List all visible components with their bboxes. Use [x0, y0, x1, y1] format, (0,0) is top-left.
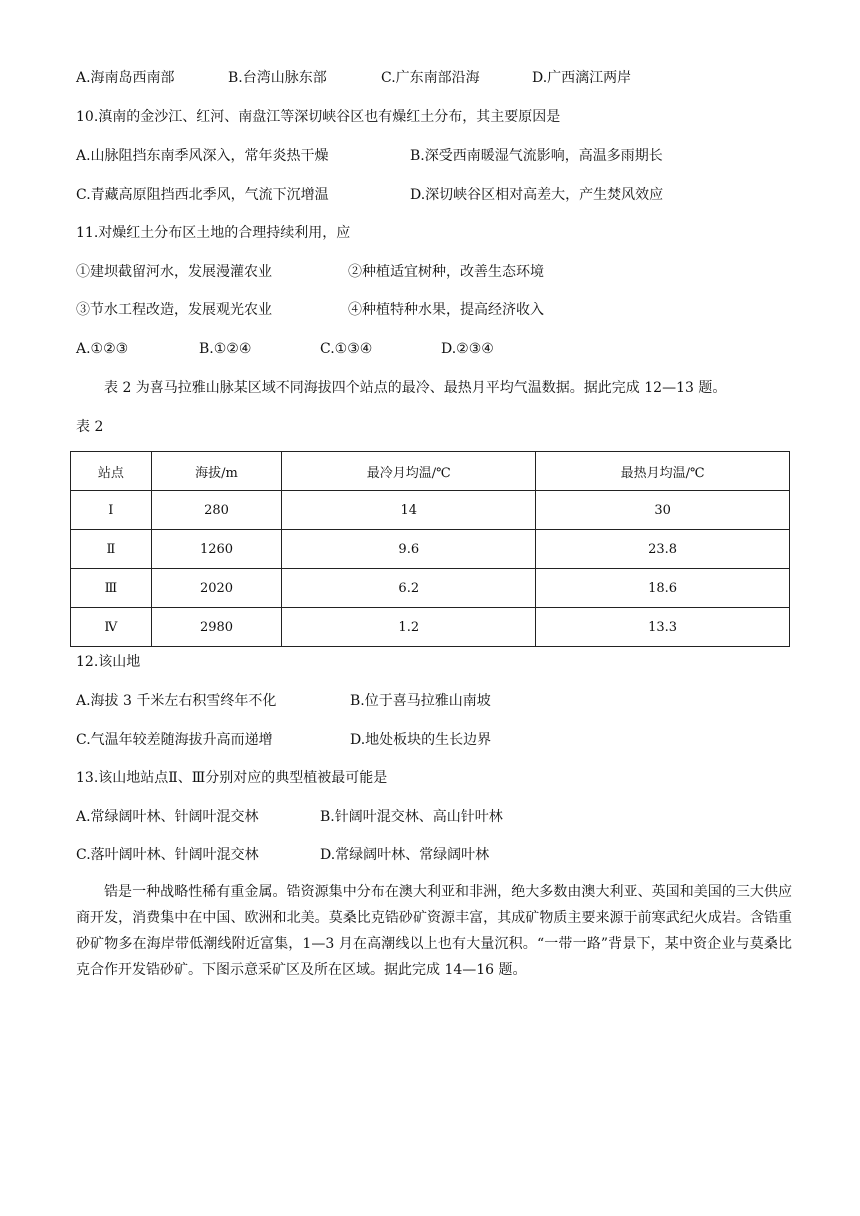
q11-option-a: A.①②③ — [76, 341, 129, 357]
q12-option-b: B.位于喜马拉雅山南坡 — [350, 693, 491, 709]
q9-option-b: B.台湾山脉东部 — [228, 70, 327, 86]
table-cell: 1260 — [151, 530, 282, 569]
table-cell: 2020 — [151, 569, 282, 608]
q13-option-c: C.落叶阔叶林、针阔叶混交林 — [76, 847, 259, 863]
table-cell: 1.2 — [282, 608, 536, 647]
zircon-intro-paragraph: 锆是一种战略性稀有重金属。锆资源集中分布在澳大利亚和非洲，绝大多数由澳大利亚、英国和美国的三大供应商开发，消费集中在中国、欧洲和北美。莫桑比克锆砂矿资源丰富，其成矿物质主要来源于前寒武纪火成岩。含锆重砂矿物多在海岸带低潮线附近富集，1—3 月在高潮线以上也有大量沉积。“一带一路”背景下，某中资企业与莫桑比克合作开发锆砂矿。下图示意采矿区及所在区域。据此完成 14—16 题。 — [76, 884, 792, 978]
q13-option-a: A.常绿阔叶林、针阔叶混交林 — [76, 809, 259, 825]
q9-option-d: D.广西漓江两岸 — [532, 70, 632, 86]
table-cell: I — [71, 491, 152, 530]
q10-option-b: B.深受西南暖湿气流影响，高温多雨期长 — [410, 148, 663, 164]
table-row — [71, 530, 790, 569]
table-row — [71, 569, 790, 608]
q11-item-4: ④种植特种水果，提高经济收入 — [348, 302, 544, 318]
table-cell: Ⅱ — [71, 530, 152, 569]
table-header-cell: 站点 — [71, 452, 152, 491]
table-header-cell: 海拔/m — [151, 452, 282, 491]
table-cell: Ⅲ — [71, 569, 152, 608]
table-intro: 表 2 为喜马拉雅山脉某区域不同海拔四个站点的最冷、最热月平均气温数据。据此完成 12—13 题。 — [104, 380, 727, 396]
q11-item-1: ①建坝截留河水，发展漫灌农业 — [76, 264, 272, 280]
table-header-cell: 最冷月均温/℃ — [282, 452, 536, 491]
q9-option-c: C.广东南部沿海 — [381, 70, 480, 86]
table-row — [71, 491, 790, 530]
q10-option-d: D.深切峡谷区相对高差大，产生焚风效应 — [410, 187, 664, 203]
q10-option-a: A.山脉阻挡东南季风深入，常年炎热干燥 — [76, 148, 329, 164]
table-caption: 表 2 — [76, 419, 104, 435]
table-cell: 9.6 — [282, 530, 536, 569]
q9-option-a: A.海南岛西南部 — [76, 70, 175, 86]
station-temperature-table — [70, 451, 790, 647]
table-cell: 2980 — [151, 608, 282, 647]
q11-option-c: C.①③④ — [320, 341, 373, 357]
table-row — [71, 608, 790, 647]
q12-option-a: A.海拔 3 千米左右积雪终年不化 — [76, 693, 277, 709]
q11-item-2: ②种植适宜树种，改善生态环境 — [348, 264, 544, 280]
q10-stem: 10.滇南的金沙江、红河、南盘江等深切峡谷区也有燥红土分布，其主要原因是 — [76, 109, 561, 125]
table-cell: 280 — [151, 491, 282, 530]
q12-option-d: D.地处板块的生长边界 — [350, 732, 492, 748]
q11-option-d: D.②③④ — [441, 341, 494, 357]
q13-option-b: B.针阔叶混交林、高山针叶林 — [320, 809, 503, 825]
q11-option-b: B.①②④ — [199, 341, 252, 357]
table-cell: 18.6 — [536, 569, 790, 608]
table-header-cell: 最热月均温/℃ — [536, 452, 790, 491]
q12-option-c: C.气温年较差随海拔升高而递增 — [76, 732, 273, 748]
q13-stem: 13.该山地站点Ⅱ、Ⅲ分别对应的典型植被最可能是 — [76, 770, 388, 786]
table-cell: 30 — [536, 491, 790, 530]
q13-option-d: D.常绿阔叶林、常绿阔叶林 — [320, 847, 490, 863]
q10-option-c: C.青藏高原阻挡西北季风，气流下沉增温 — [76, 187, 329, 203]
q11-item-3: ③节水工程改造，发展观光农业 — [76, 302, 272, 318]
q12-stem: 12.该山地 — [76, 654, 141, 670]
table-cell: 13.3 — [536, 608, 790, 647]
table-cell: 6.2 — [282, 569, 536, 608]
table-header-row — [71, 452, 790, 491]
table-cell: 14 — [282, 491, 536, 530]
q11-stem: 11.对燥红土分布区土地的合理持续利用，应 — [76, 225, 351, 241]
table-cell: Ⅳ — [71, 608, 152, 647]
table-cell: 23.8 — [536, 530, 790, 569]
